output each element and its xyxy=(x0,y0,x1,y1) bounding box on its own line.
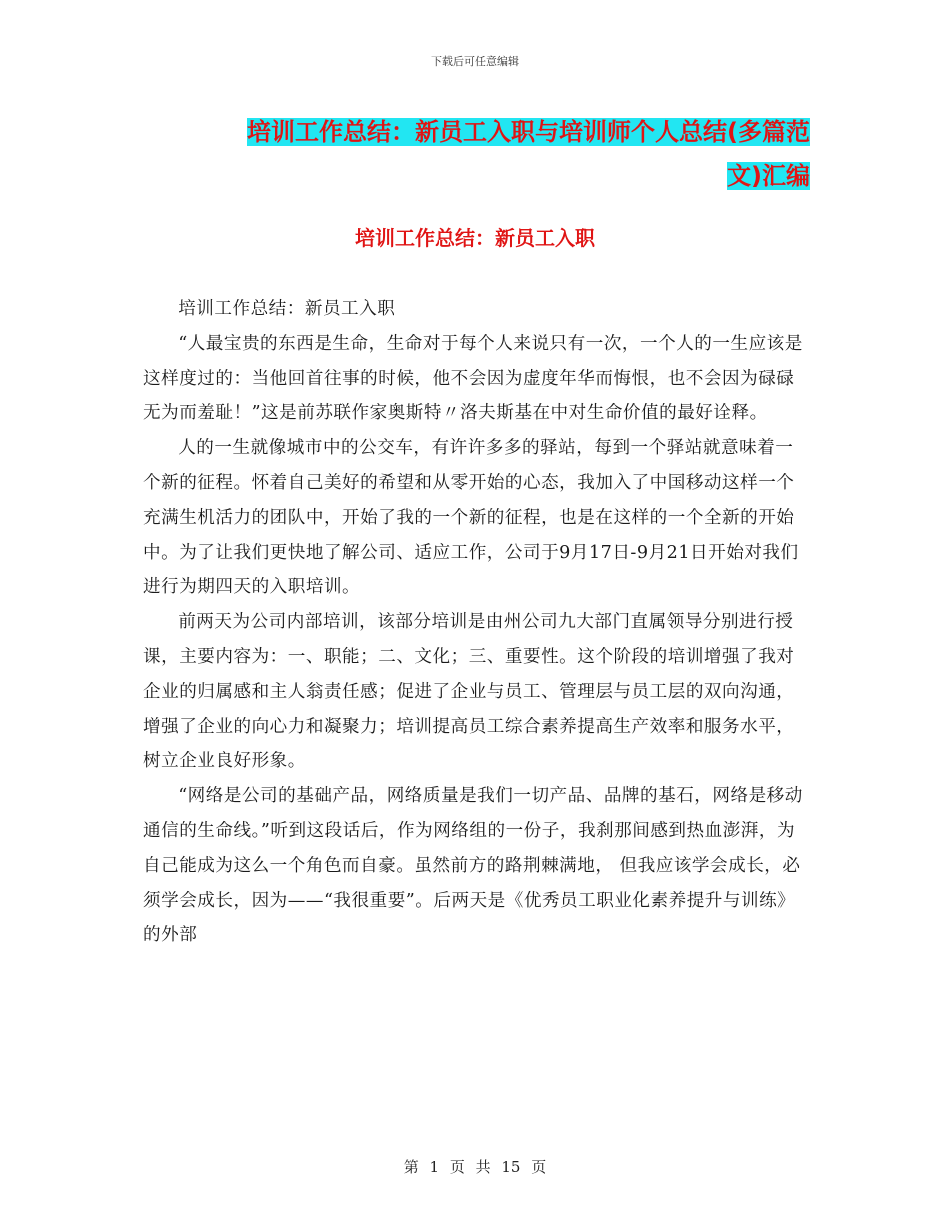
paragraph: 人的一生就像城市中的公交车，有许许多多的驿站，每到一个驿站就意味着一个新的征程。怀着自己美好的希望和从零开始的心态，我加入了中国移动这样一个充满生机活力的团队中，开始了我的一个新的征程，也是在这样的一个全新的开始中。为了让我们更快地了解公司、适应工作，公司于9月17日-9月21日开始对我们进行为期四天的入职培训。 xyxy=(143,438,799,598)
header-note: 下载后可任意编辑 xyxy=(431,55,519,68)
paragraph: 前两天为公司内部培训，该部分培训是由州公司九大部门直属领导分别进行授课，主要内容为：一、职能；二、文化；三、重要性。这个阶段的培训增强了我对企业的归属感和主人翁责任感；促进了企业与员工、管理层与员工层的双向沟通，增强了企业的向心力和凝聚力；培训提高员工综合素养提高生产效率和服务水平，树立企业良好形象。 xyxy=(143,612,795,772)
paragraph: “人最宝贵的东西是生命，生命对于每个人来说只有一次，一个人的一生应该是这样度过的：当他回首往事的时候，他不会因为虚度年华而悔恨，也不会因为碌碌无为而羞耻！”这是前苏联作家奥斯特〃洛夫斯基在中对生命价值的最好诠释。 xyxy=(143,333,803,424)
section-title: 培训工作总结：新员工入职 xyxy=(355,226,595,250)
paragraph: “网络是公司的基础产品，网络质量是我们一切产品、品牌的基石，网络是移动通信的生命线。”听到这段话后，作为网络组的一份子，我刹那间感到热血澎湃，为自己能成为这么一个角色而自豪。虽然前方的路荆棘满地， 但我应该学会成长，必须学会成长，因为——“我很重要”。后两天是《优秀员工职业化素养提升与训练》的外部 xyxy=(143,786,803,946)
document-title xyxy=(140,110,810,198)
document-title-line-1: 培训工作总结：新员工入职与培训师个人总结(多篇范 xyxy=(247,118,810,146)
body-text xyxy=(143,292,807,953)
paragraph: 培训工作总结：新员工入职 xyxy=(178,299,396,319)
document-title-line-2: 文)汇编 xyxy=(727,162,810,190)
page-footer: 第 1 页 共 15 页 xyxy=(403,1158,547,1176)
